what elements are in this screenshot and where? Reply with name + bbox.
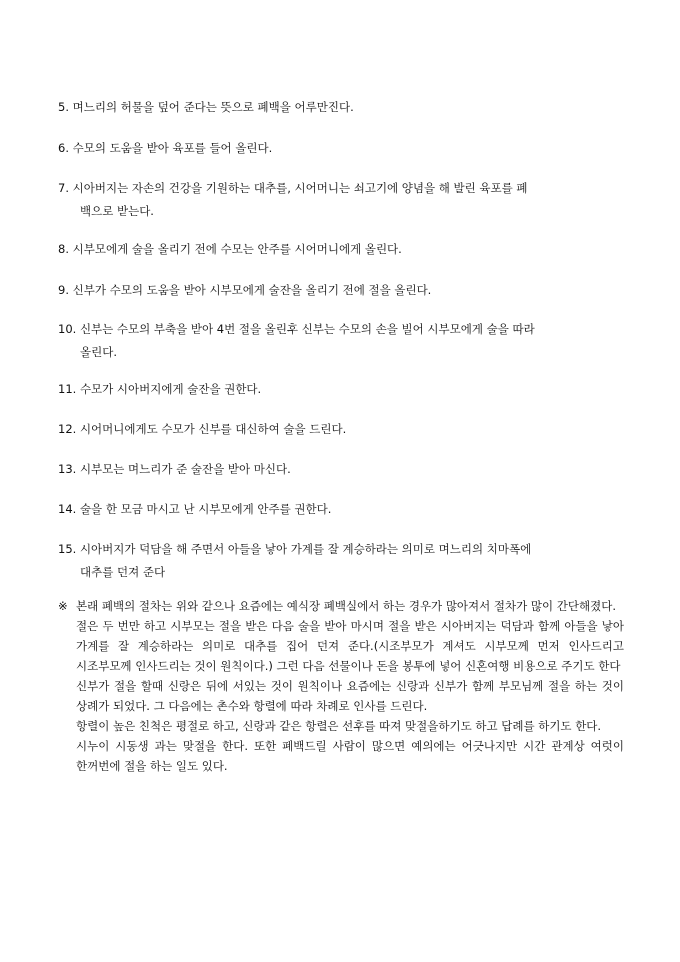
- note-paragraph: 항렬이 높은 친척은 평절로 하고, 신랑과 같은 항렬은 선후를 따져 맞절을하기도 하고 답례를 하기도 한다.: [76, 719, 602, 733]
- step-14: [58, 498, 624, 521]
- note-paragraph: 신부가 절을 할때 신랑은 뒤에 서있는 것이 원칙이나 요즘에는 신랑과 신부가 함께 부모님께 절을 하는 것이 상례가 되었다. 그 다음에는 촌수와 항렬에 따라 차례로 인사를 드린다.: [76, 679, 624, 713]
- step-15: [58, 538, 624, 584]
- step-9: [58, 279, 624, 302]
- step-text: 11. 수모가 시아버지에게 술잔을 권한다.: [58, 382, 262, 396]
- note-paragraph: 시누이 시동생 과는 맞절을 한다. 또한 폐백드릴 사람이 많으면 예의에는 어긋나지만 시간 관계상 여럿이 한꺼번에 절을 하는 일도 있다.: [76, 739, 624, 773]
- note-section: [58, 596, 624, 776]
- step-12: [58, 418, 624, 441]
- step-text-continuation: 백으로 받는다.: [80, 204, 154, 218]
- step-text: 7. 시아버지는 자손의 건강을 기원하는 대추를, 시어머니는 쇠고기에 양념을 해 발린 육포를 폐: [58, 181, 528, 195]
- step-5: [58, 96, 624, 119]
- step-11: [58, 378, 624, 401]
- note-paragraph: 절은 두 번만 하고 시부모는 절을 받은 다음 술을 받아 마시며 절을 받은 시아버지는 덕담과 함께 아들을 낳아 가계를 잘 계승하라는 의미로 대추를 집어 던져 준다.(시조부모가 계셔도 시부모께 먼저 인사드리고 시조부모께 인사드리는 것이 원칙이다.) 그런 다음 선물이나 돈을 봉투에 넣어 신혼여행 비용으로 주기도 한다: [76, 619, 624, 673]
- note-paragraph: 본래 폐백의 절차는 위와 같으나 요즘에는 예식장 폐백실에서 하는 경우가 많아져서 절차가 많이 간단해졌다.: [76, 599, 616, 613]
- step-7: [58, 177, 624, 223]
- step-text: 15. 시아버지가 덕담을 해 주면서 아들을 낳아 가계를 잘 계승하라는 의미로 며느리의 치마폭에: [58, 542, 532, 556]
- step-text: 10. 신부는 수모의 부축을 받아 4번 절을 올린후 신부는 수모의 손을 빌어 시부모에게 술을 따라: [58, 322, 535, 336]
- step-text: 6. 수모의 도움을 받아 육포를 들어 올린다.: [58, 141, 273, 155]
- step-text: 13. 시부모는 며느리가 준 술잔을 받아 마신다.: [58, 462, 291, 476]
- step-text: 5. 며느리의 허물을 덮어 준다는 뜻으로 폐백을 어루만진다.: [58, 100, 354, 114]
- step-text: 8. 시부모에게 술을 올리기 전에 수모는 안주를 시어머니에게 올린다.: [58, 242, 402, 256]
- step-text: 9. 신부가 수모의 도움을 받아 시부모에게 술잔을 올리기 전에 절을 올린다.: [58, 283, 432, 297]
- step-text-continuation: 올린다.: [80, 345, 117, 359]
- reference-mark: ※: [58, 599, 68, 613]
- step-13: [58, 458, 624, 481]
- note-body: [76, 596, 624, 776]
- step-8: [58, 238, 624, 261]
- step-10: [58, 318, 624, 364]
- step-text: 12. 시어머니에게도 수모가 신부를 대신하여 술을 드린다.: [58, 422, 347, 436]
- step-text: 14. 술을 한 모금 마시고 난 시부모에게 안주를 권한다.: [58, 502, 332, 516]
- step-text-continuation: 대추를 던져 준다: [80, 565, 166, 579]
- step-6: [58, 137, 624, 160]
